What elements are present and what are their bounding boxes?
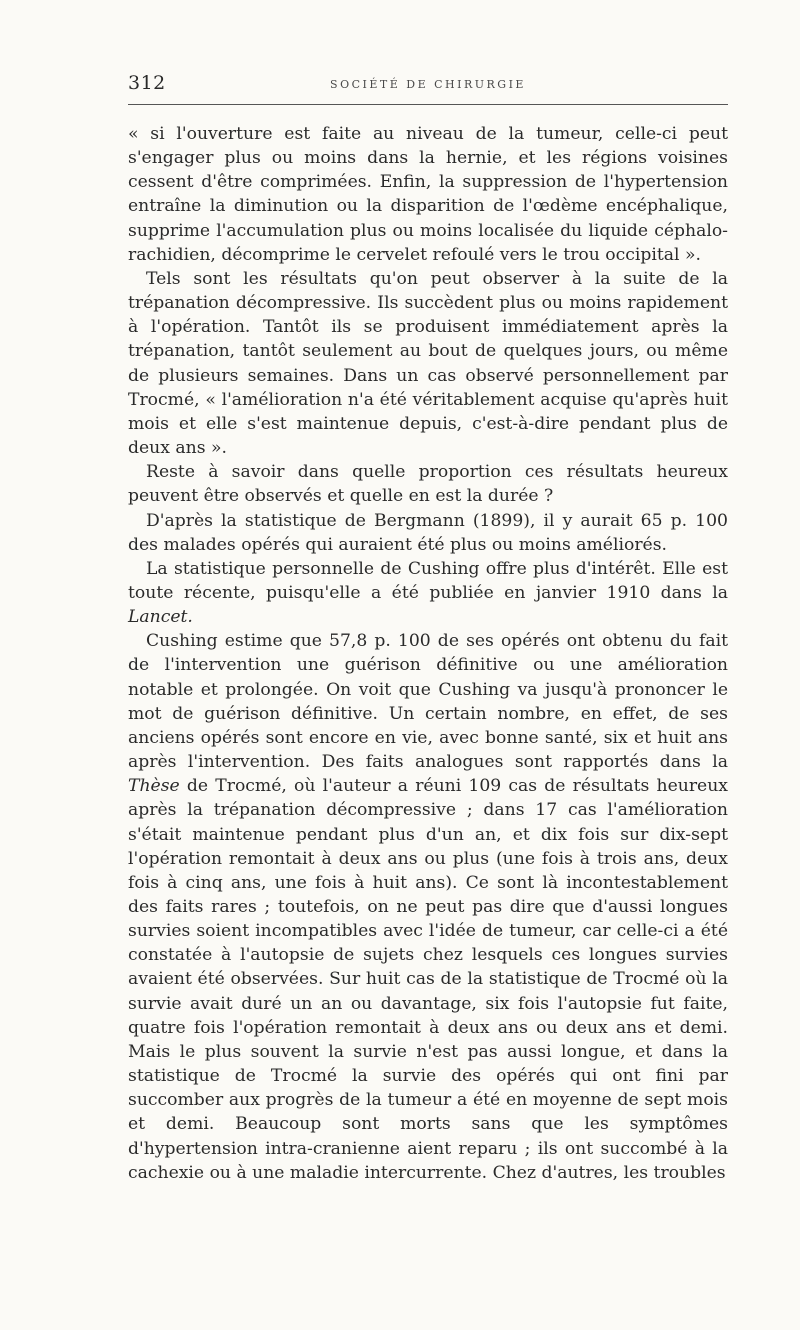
paragraph-cushing-estimate xyxy=(128,629,728,1185)
page-header xyxy=(128,72,728,98)
paragraph-results: Tels sont les résultats qu'on peut observer à la suite de la trépanation décompressive. Ils succèdent plus ou moins rapidement à l'opération. Tantôt ils se produisent immédiatement après la trépanation, tantôt seulement au bout de quelques jours, ou même de plusieurs semaines. Dans un cas observé personnellement par Trocmé, « l'amélioration n'a été véritablement acquise qu'après huit mois et elle s'est maintenue depuis, c'est-à-dire pendant plus de deux ans ». xyxy=(128,268,728,459)
paragraph-bergmann: D'après la statistique de Bergmann (1899), il y aurait 65 p. 100 des malades opérés qui auraient été plus ou moins améliorés. xyxy=(128,510,728,555)
body-text xyxy=(128,122,728,1185)
paragraph-cushing-estimate-text-b: de Trocmé, où l'auteur a réuni 109 cas de résultats heureux après la trépanation décompressive ; dans 17 cas l'amélioration s'était maintenue pendant plus d'un an, et dix fois sur dix-sept l'opération remontait à deux ans ou plus (une fois à trois ans, deux fois à cinq ans, une fois à huit ans). Ce sont là incontestablement des faits rares ; toutefois, on ne peut pas dire que d'aussi longues survies soient incompatibles avec l'idée de tumeur, car celle-ci a été constatée à l'autopsie de sujets chez lesquels ces longues survies avaient été observées. Sur huit cas de la statistique de Trocmé où la survie avait duré un an ou davantage, six fois l'autopsie fut faite, quatre fois l'opération remontait à deux ans ou deux ans et demi. Mais le plus souvent la survie n'est pas aussi longue, et dans la statistique de Trocmé la survie des opérés qui ont fini par succomber aux progrès de la tumeur a été en moyenne de sept mois et demi. Beaucoup sont morts sans que les symptômes d'hypertension intra-cranienne aient reparu ; ils ont succombé à la cachexie ou à une maladie intercurrente. Chez d'autres, les troubles xyxy=(128,776,728,1183)
paragraph-continuation: « si l'ouverture est faite au niveau de la tumeur, celle-ci peut s'engager plus ou moins dans la hernie, et les régions voisines cessent d'être comprimées. Enfin, la suppression de l'hypertension entraîne la diminution ou la disparition de l'œdème encéphalique, supprime l'accumulation plus ou moins localisée du liquide céphalo-rachidien, décomprime le cervelet refoulé vers le trou occipital ». xyxy=(128,124,728,265)
these-title: Thèse xyxy=(128,776,180,797)
header-rule xyxy=(128,104,728,105)
paragraph-cushing-stats xyxy=(128,557,728,629)
running-title: SOCIÉTÉ DE CHIRURGIE xyxy=(330,78,526,91)
page-number: 312 xyxy=(128,72,166,94)
paragraph-cushing-estimate-text-a: Cushing estime que 57,8 p. 100 de ses opérés ont obtenu du fait de l'intervention une guérison définitive ou une amélioration notable et prolongée. On voit que Cushing va jusqu'à prononcer le mot de guérison définitive. Un certain nombre, en effet, de ses anciens opérés sont encore en vie, avec bonne santé, six et huit ans après l'intervention. Des faits analogues sont rapportés dans la xyxy=(128,631,728,773)
paragraph-cushing-stats-text: La statistique personnelle de Cushing offre plus d'intérêt. Elle est toute récente, puisqu'elle a été publiée en janvier 1910 dans la xyxy=(128,558,728,603)
journal-title-lancet: Lancet. xyxy=(128,607,193,628)
paragraph-question: Reste à savoir dans quelle proportion ces résultats heureux peuvent être observés et quelle en est la durée ? xyxy=(128,462,728,507)
